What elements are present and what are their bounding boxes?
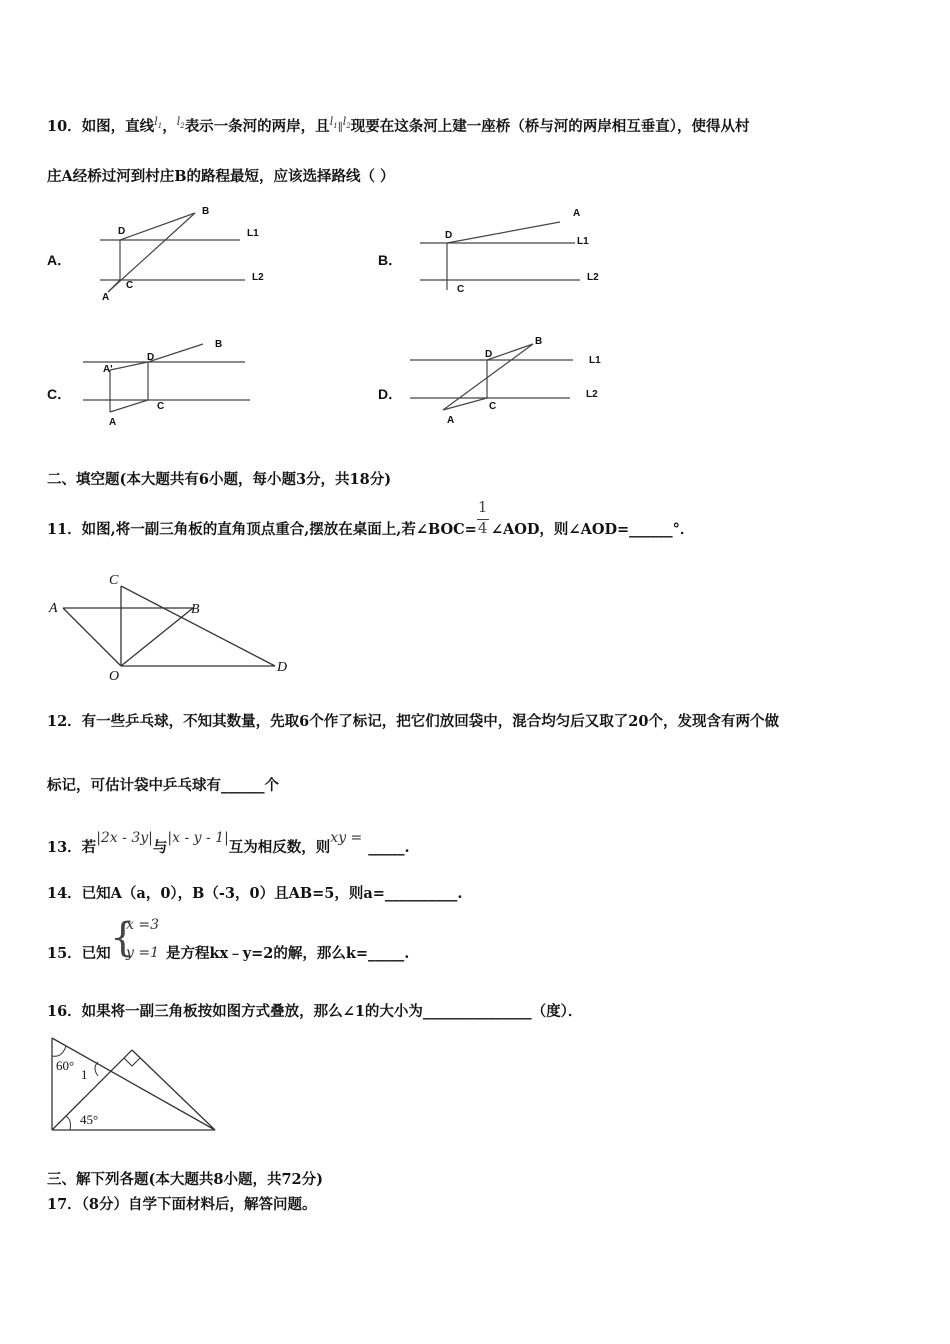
parallel-symbol: ∥: [337, 121, 343, 134]
label-a: A: [102, 292, 110, 303]
label-d: D: [277, 660, 288, 675]
label-b: B: [535, 336, 543, 347]
label-a: A: [109, 417, 117, 428]
label-l2: L2: [586, 389, 598, 400]
label-o: O: [109, 669, 120, 683]
l1-symbol-2: l1: [329, 115, 338, 131]
q10-comma: ，: [162, 118, 177, 135]
section-3-heading: 三、解下列各题(本大题共8小题，共72分): [47, 1171, 323, 1188]
segment-db: [120, 213, 195, 240]
option-c-label: C．: [47, 386, 72, 402]
q16-figure: [40, 1030, 230, 1140]
label-l1: L1: [577, 236, 589, 247]
q15-text: [47, 942, 111, 963]
l1-symbol: l1: [154, 115, 163, 131]
q15-prefix: 15．已知: [47, 945, 111, 962]
option-a-figure: [90, 200, 280, 310]
q13-xy: xy =: [330, 830, 363, 846]
q10-text-part3: 现要在这条河上建一座桥（桥与河的两岸相互垂直），使得从村: [350, 118, 750, 135]
fraction-numerator: 1: [477, 498, 488, 516]
option-c-figure: [75, 335, 275, 435]
q17-text: 17．（8分）自学下面材料后，解答问题。: [47, 1196, 317, 1213]
label-c: C: [109, 573, 119, 588]
label-b: B: [191, 602, 200, 617]
system-brace: {: [110, 915, 136, 961]
q10-number: 10．: [47, 118, 82, 135]
q13-expr1: |2x - 3y|: [96, 830, 153, 846]
label-60: 60°: [56, 1058, 75, 1073]
q15-eq1: x =3: [126, 917, 159, 933]
q11-text: [47, 498, 695, 539]
label-l1: L1: [247, 228, 259, 239]
q15-suffix: 是方程kx﹣y=2的解，那么k=_____.: [166, 945, 410, 962]
label-c: C: [126, 280, 134, 291]
q12-line1: 12．有一些乒乓球，不知其数量，先取6个作了标记，把它们放回袋中，混合均匀后又取了20个，发现含有两个做: [47, 713, 779, 730]
q10-line1: [47, 115, 750, 136]
label-45: 45°: [80, 1112, 99, 1127]
label-a: A: [573, 208, 581, 219]
q10-text-part2: 表示一条河的两岸，且: [184, 118, 330, 135]
q13-blank: _____.: [368, 839, 410, 856]
label-d: D: [445, 230, 453, 241]
label-c: C: [457, 284, 465, 295]
label-b: B: [202, 206, 210, 217]
q13-prefix: 13．若: [47, 839, 97, 856]
segment-db: [148, 344, 203, 362]
segment-bo: [121, 608, 193, 666]
q10-line2: 庄A经桥过河到村庄B的路程最短，应该选择路线（ ）: [47, 168, 395, 185]
label-c: C: [157, 401, 165, 412]
l2-symbol: l2: [176, 115, 185, 131]
option-b-figure: [410, 200, 610, 300]
l2-symbol-2: l2: [342, 115, 351, 131]
q11-figure: [45, 568, 295, 683]
label-a: A: [49, 601, 58, 616]
label-b: B: [215, 339, 223, 350]
section-2-heading: 二、填空题(本大题共有6小题，每小题3分，共18分): [47, 471, 392, 488]
q16-text: 16．如果将一副三角板按如图方式叠放，那么∠1的大小为_______________（度）．: [47, 1003, 583, 1020]
q13-mid: 与: [152, 839, 168, 856]
q14-text: 14．已知A（a，0），B（-3，0）且AB=5，则a=__________.: [47, 885, 463, 902]
label-d: D: [118, 226, 126, 237]
angle-45-arc: [66, 1116, 71, 1130]
segment-da: [447, 222, 560, 243]
q11-text-before: 11．如图,将一副三角板的直角顶点重合,摆放在桌面上,若∠BOC=: [47, 521, 477, 538]
q15-eq2: y =1: [126, 945, 159, 961]
q11-text-after: ∠AOD，则∠AOD=______°．: [490, 521, 695, 538]
right-angle-mark: [124, 1058, 140, 1066]
segment-ac: [443, 398, 487, 410]
label-a-prime: A': [103, 364, 113, 375]
segment-aprime-d: [110, 362, 148, 370]
option-a-label: A．: [47, 252, 72, 268]
q12-line2: 标记，可估计袋中乒乓球有______个: [47, 777, 279, 794]
label-l1: L1: [589, 355, 601, 366]
option-d-label: D．: [378, 386, 403, 402]
segment-ao: [63, 608, 121, 666]
segment-db: [487, 344, 533, 360]
q13-text: [47, 830, 410, 857]
label-a: A: [447, 415, 455, 426]
label-l2: L2: [587, 272, 599, 283]
label-c: C: [489, 401, 497, 412]
fraction-denominator: 4: [477, 519, 488, 537]
q10-text-part1: 如图，直线: [81, 118, 155, 135]
label-angle-1: 1: [81, 1067, 88, 1082]
segment-cd: [121, 586, 275, 666]
fraction: [477, 498, 491, 537]
angle-60-arc: [52, 1046, 66, 1056]
q13-suffix: 互为相反数，则: [228, 839, 331, 856]
q13-expr2: |x - y - 1|: [167, 830, 229, 846]
label-d: D: [485, 349, 493, 360]
label-l2: L2: [252, 272, 264, 283]
segment-ac: [110, 400, 148, 412]
label-d: D: [147, 352, 155, 363]
option-b-label: B．: [378, 252, 403, 268]
option-d-figure: [405, 335, 615, 435]
